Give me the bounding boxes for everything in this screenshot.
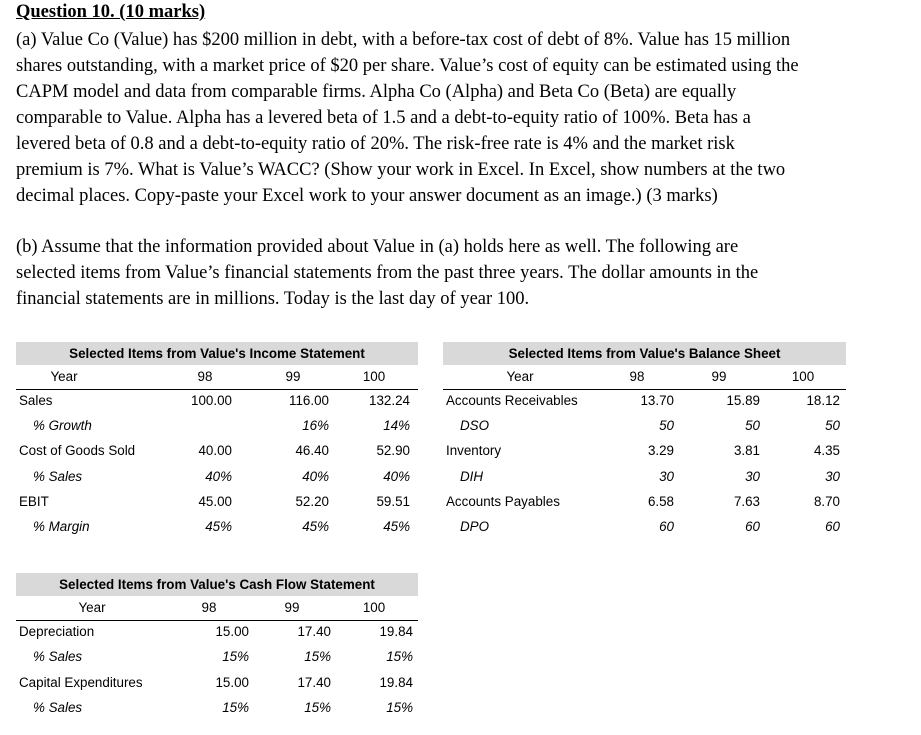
table-cell: 45.00 — [198, 493, 232, 509]
table-cell: 15% — [304, 649, 331, 665]
part-a-line: CAPM model and data from comparable firms. Alpha Co (Alpha) and Beta Co (Beta) are equally — [16, 82, 737, 102]
row-label: Inventory — [446, 443, 502, 459]
table-cell: 15% — [304, 699, 331, 715]
table-cell: 40% — [205, 468, 232, 484]
part-a-line: shares outstanding, with a market price of $20 per share. Value’s cost of equity can be estimated using the — [16, 56, 799, 76]
column-header-year-99: 99 — [711, 369, 727, 384]
column-header-year-98: 98 — [629, 369, 645, 384]
table-cell: 4.35 — [813, 443, 840, 459]
table-cell: 40.00 — [198, 443, 232, 459]
table-cell: 45% — [205, 519, 232, 534]
table-cell: 116.00 — [289, 393, 329, 408]
table-cell: 15% — [386, 699, 413, 715]
table-cell: 52.90 — [376, 443, 410, 459]
row-label: Capital Expenditures — [19, 674, 143, 690]
table-cell: 132.24 — [369, 393, 410, 408]
table-cell: 15% — [386, 649, 413, 665]
table-cell: 15.89 — [726, 393, 760, 408]
row-sublabel: % Sales — [33, 468, 83, 484]
table-cell: 8.70 — [813, 493, 840, 509]
table-cell: 30 — [659, 468, 674, 484]
table-cell: 14% — [383, 418, 410, 434]
table-cell: 18.12 — [806, 393, 840, 408]
column-header-year: Year — [506, 369, 534, 384]
column-header-year: Year — [50, 369, 78, 384]
table-cell: 60 — [745, 519, 760, 534]
row-sublabel: % Margin — [33, 519, 90, 534]
row-label: EBIT — [19, 493, 49, 509]
table-cell: 50 — [745, 418, 760, 434]
table-cell: 15% — [222, 649, 249, 665]
table-cell: 50 — [659, 418, 674, 434]
column-header-year-99: 99 — [284, 600, 300, 615]
cash-flow-statement-table-title: Selected Items from Value's Cash Flow Statement — [16, 573, 418, 596]
table-cell: 19.84 — [379, 624, 413, 639]
table-cell: 30 — [825, 468, 840, 484]
part-a-text — [16, 27, 916, 209]
table-cell: 45% — [302, 519, 329, 534]
table-cell: 15.00 — [215, 624, 249, 639]
part-b-text — [16, 234, 916, 312]
column-header-year-100: 100 — [791, 369, 815, 384]
row-sublabel: DSO — [460, 418, 490, 434]
part-a-line: levered beta of 0.8 and a debt-to-equity ratio of 20%. The risk-free rate is 4% and the market risk — [16, 134, 735, 154]
table-cell: 7.63 — [733, 493, 760, 509]
row-sublabel: DIH — [460, 468, 484, 484]
part-a-line: (a) Value Co (Value) has $200 million in debt, with a before-tax cost of debt of 8%. Value has 15 million — [16, 30, 791, 50]
table-cell: 19.84 — [379, 674, 413, 690]
table-cell: 3.29 — [647, 443, 674, 459]
table-cell: 17.40 — [297, 674, 331, 690]
row-label: Cost of Goods Sold — [19, 443, 136, 459]
table-cell: 40% — [383, 468, 410, 484]
part-a-line: decimal places. Copy-paste your Excel work to your answer document as an image.) (3 marks) — [16, 186, 718, 206]
table-cell: 45% — [383, 519, 410, 534]
table-cell: 16% — [302, 418, 329, 434]
table-cell: 15% — [222, 699, 249, 715]
row-sublabel: % Sales — [33, 649, 83, 665]
column-header-year: Year — [78, 600, 106, 615]
table-cell: 60 — [659, 519, 674, 534]
table-cell: 6.58 — [647, 493, 674, 509]
table-cell: 15.00 — [215, 674, 249, 690]
row-sublabel: % Sales — [33, 699, 83, 715]
table-cell: 52.20 — [295, 493, 329, 509]
balance-sheet-table-title: Selected Items from Value's Balance Sheet — [443, 342, 846, 365]
table-cell: 46.40 — [295, 443, 329, 459]
column-header-year-100: 100 — [362, 600, 386, 615]
row-sublabel: DPO — [460, 519, 490, 534]
table-cell: 60 — [825, 519, 840, 534]
part-a-line: comparable to Value. Alpha has a levered beta of 1.5 and a debt-to-equity ratio of 100%. Beta has a — [16, 108, 751, 128]
table-cell: 3.81 — [733, 443, 760, 459]
row-label: Sales — [19, 393, 53, 408]
column-header-year-98: 98 — [197, 369, 213, 384]
table-cell: 13.70 — [640, 393, 674, 408]
income-statement-table-title: Selected Items from Value's Income Statement — [16, 342, 418, 365]
table-cell: 40% — [302, 468, 329, 484]
row-label: Accounts Payables — [446, 493, 560, 509]
row-label: Accounts Receivables — [446, 393, 578, 408]
table-cell: 50 — [825, 418, 840, 434]
column-header-year-98: 98 — [201, 600, 217, 615]
row-sublabel: % Growth — [33, 418, 92, 434]
part-b-line: financial statements are in millions. Today is the last day of year 100. — [16, 289, 530, 309]
table-cell: 59.51 — [376, 493, 410, 509]
part-b-line: selected items from Value’s financial statements from the past three years. The dollar amounts in the — [16, 263, 759, 283]
table-cell: 17.40 — [297, 624, 331, 639]
column-header-year-99: 99 — [285, 369, 301, 384]
row-label: Depreciation — [19, 624, 95, 639]
column-header-year-100: 100 — [362, 369, 386, 384]
question-title: Question 10. (10 marks) — [16, 2, 206, 22]
table-cell: 100.00 — [191, 393, 232, 408]
part-a-line: premium is 7%. What is Value’s WACC? (Show your work in Excel. In Excel, show numbers at the two — [16, 160, 786, 180]
table-cell: 30 — [745, 468, 760, 484]
part-b-line: (b) Assume that the information provided about Value in (a) holds here as well. The following are — [16, 237, 739, 257]
